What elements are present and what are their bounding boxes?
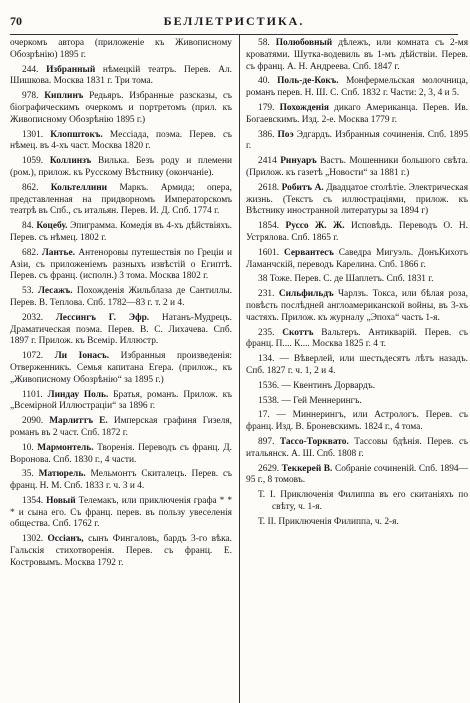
catalog-entry (10, 156, 232, 180)
entry-text: Вальтеръ. Антикварій. Перев. съ франц. П.... К.... Москва 1825 г. 4 т. (246, 327, 469, 350)
entry-number: 1601. (258, 247, 280, 258)
catalog-entry (10, 286, 232, 310)
entry-author: Новый (46, 495, 76, 506)
catalog-entry (10, 130, 232, 154)
entry-number: 244. (22, 64, 39, 75)
catalog-entry (10, 183, 232, 218)
entry-text: Имперская графиня Гизеля, романъ въ 2 част. Спб. 1872 г. (10, 416, 233, 438)
catalog-entry (10, 416, 232, 440)
entry-number: 2629. (258, 463, 280, 474)
entry-text: сынъ Фингаловъ, бардъ 3-го вѣка. Гальскія стихотворенія. Перев. съ франц. Е. Костровымъ. Москва 1792 г. (10, 534, 232, 568)
entry-text: Мессіада, поэма. Перев. съ нѣмец. въ 4-хъ част. Москва 1820 г. (10, 129, 232, 152)
entry-author: Теккерей В. (281, 463, 333, 474)
entry-author: Кольтеллини (50, 182, 108, 193)
entry-author: Киплинъ (44, 91, 84, 102)
entry-number: 1536. (258, 380, 280, 391)
entry-text: дѣлежъ, или комната съ 2-мя кроватями. Шутка-водевиль въ 1-мъ дѣйствіи. Перев. съ франц. А. Н. Андреева. Спб. 1847 г. (246, 38, 469, 72)
catalog-entry (246, 248, 468, 272)
left-column (10, 38, 232, 573)
running-head: БЕЛЛЕТРИСТИКА. (163, 14, 305, 28)
entry-text: Мельмонтъ Скиталецъ. Перев. съ франц. Н. М. Спб. 1833 г. ч. 3 и 4. (10, 469, 233, 492)
entry-author: Ли Іонасъ. (54, 351, 110, 362)
page-number: 70 (10, 14, 22, 28)
entry-text: Антеноровы путешествія по Греціи и Азіи, съ приложеніемъ разныхъ извѣстій о Египтѣ. Перев. съ франц. (исполн.) 3 тома. Москва 1802 г. (10, 247, 233, 282)
entry-author: Сервантесъ (283, 247, 334, 258)
entry-number: 682. (22, 247, 39, 258)
entry-number: 1059. (22, 156, 44, 167)
entry-text: Вилька. Безъ роду и племени (ром.), прилож. къ Русскому Вѣстнику (окончаніе). (10, 156, 232, 178)
entry-number: 1301. (22, 129, 44, 140)
catalog-entry (246, 289, 468, 324)
entry-text: Тассовы бдѣнія. Перев. съ итальянск. А. Ш. Спб. 1808 г. (246, 436, 469, 459)
page-header (10, 14, 458, 35)
entry-author: Мармонтель. (37, 442, 94, 453)
entry-number: 386. (258, 129, 275, 140)
entry-number: 897. (258, 436, 275, 447)
entry-author: Марлиттъ Е. (49, 416, 108, 427)
entry-text: Саведра Мигуэль. ДонъКихотъ Ламанчскій, переводъ Карелина. Спб. 1866 г. (246, 247, 468, 270)
catalog-entry (246, 38, 468, 73)
entry-text: Эдгардъ. Избранныя сочиненія. Спб. 1895 г. (246, 129, 469, 152)
entry-author: Лессингъ Г. Эфр. (55, 312, 150, 323)
entry-number: 862. (22, 182, 39, 193)
entry-number: 2090. (22, 416, 44, 427)
catalog-entry (246, 410, 468, 434)
entry-number: 1354. (22, 495, 44, 506)
entry-number: 231. (258, 289, 275, 300)
catalog-subentry (246, 490, 468, 514)
catalog-entry (246, 103, 468, 127)
entry-text: Натанъ-Мудрецъ. Драматическая поэма. Перев. В. С. Лихачева. Спб. 1897 г. Прилож. къ Всемір. Иллюстр. (10, 312, 232, 347)
catalog-entry (246, 183, 468, 218)
catalog-entry (246, 221, 468, 245)
entry-number: 40. (258, 76, 270, 87)
column-divider (239, 35, 240, 703)
entry-text: — Миннерингъ, или Астрологъ. Перев. съ франц. Изд. В. Броневскимъ. 1824 г., 4 тома. (246, 410, 468, 433)
entry-author: Матюрель. (38, 469, 86, 480)
catalog-entry (10, 496, 232, 531)
entry-text: очеркомъ автора (приложеніе къ Живописному Обозрѣнію) 1895 г. (10, 38, 232, 60)
catalog-entry (10, 65, 232, 89)
entry-text: Исповѣдь. Переводъ О. Н. Устрялова. Спб. 1865 г. (246, 221, 469, 243)
entry-author: Ринуаръ (280, 156, 317, 167)
entry-text: Монфермельская молочница, романъ перев. Н. Ш. С. Спб. 1832 г. Части: 2, 3, 4 и 5. (246, 76, 469, 99)
entry-author: Полюбовный (275, 38, 333, 48)
catalog-entry (10, 313, 232, 348)
catalog-entry (246, 274, 468, 286)
entry-author: Линдау Поль. (47, 389, 109, 400)
entry-text: Собраніе сочиненій. Спб. 1894—95 г., 8 томовъ. (246, 463, 468, 486)
entry-number: 1538. (258, 395, 280, 406)
entry-text: Избранныя произведенія: Отверженникъ. Семья капитана Егера. (прилож., къ „Живописному Обозрѣнію“ за 1895 г.) (10, 351, 232, 385)
entry-author: Похожденія (279, 102, 329, 113)
entry-number: 35. (22, 469, 34, 480)
entry-number: 2032. (22, 312, 44, 323)
entry-text: Тоже. Перев. С. де Шаплетъ. Спб. 1831 г. (269, 274, 434, 285)
entry-text: Эпиграмма. Комедія въ 4-хъ дѣйствіяхъ. Перев. съ нѣмец. 1802 г. (10, 221, 233, 243)
entry-text: Похожденія Жильблаза де Сантиллы. Перев. В. Теплова. Спб. 1782—83 г. т. 2 и 4. (10, 286, 233, 308)
entry-number: Т. I. (258, 490, 276, 501)
catalog-entry (10, 443, 232, 467)
catalog-subentry (246, 517, 468, 529)
entry-text: Чарлзъ. Токса, или бѣлая роза, повѣсть послѣдней англоамериканской войны, въ 3-хъ частяхъ. Прилож. къ журналу „Эпоха“ часть 1-я. (246, 289, 468, 323)
entry-author: Робитъ А. (281, 182, 324, 193)
entry-number: 1101. (22, 389, 43, 400)
catalog-entry (10, 534, 232, 569)
catalog-entry (246, 156, 468, 180)
entry-number: 179. (258, 102, 275, 113)
entry-author: Тассо-Торквато. (279, 436, 349, 447)
entry-number: 1072. (22, 351, 44, 362)
entry-text: Приключенія Филиппа, ч. 2-я. (278, 516, 399, 527)
catalog-entry (246, 354, 468, 378)
entry-number: 10. (22, 442, 34, 453)
catalog-entry (10, 221, 232, 245)
catalog-entry (10, 469, 232, 493)
entry-author: Избранный (46, 64, 96, 75)
entry-number: 17. (258, 410, 270, 421)
catalog-entry (10, 248, 232, 283)
catalog-entry (10, 390, 232, 414)
entry-number: 1854. (258, 221, 280, 232)
entry-author: Лесажъ. (37, 286, 73, 297)
entry-author: Поэ (277, 129, 294, 140)
entry-text: Маркъ. Армида; опера, представленная на придворномъ Императорскомъ театрѣ въ Спб., съ итальян. Перев. И. Д. Спб. 1774 г. (10, 182, 233, 217)
catalog-entry (246, 396, 468, 408)
entry-text: — Гей Меннерингъ. (281, 395, 362, 406)
entry-number: 978. (22, 91, 39, 102)
entry-number: 134. (258, 354, 275, 365)
catalog-entry (246, 130, 468, 154)
entry-text: Вастъ. Мошенники большого свѣта. (Прилож. къ газетѣ „Новости“ за 1881 г.) (246, 156, 469, 178)
right-column (246, 38, 468, 531)
entry-number: 235. (258, 327, 275, 338)
catalog-entry (10, 91, 232, 126)
catalog-entry (246, 381, 468, 393)
entry-text: Редьяръ. Избранные разсказы, съ біографическимъ очеркомъ и портретомъ (прил. къ Живописному Обозрѣнію 1895 г.) (10, 91, 233, 125)
entry-number: 2618. (258, 182, 280, 193)
entry-text: — Квентинъ Дорвардъ. (281, 380, 376, 391)
entry-number: 1302. (22, 534, 44, 545)
entry-author: Руссо Ж. Ж. (285, 221, 345, 232)
entry-author: Оссіанъ, (47, 534, 84, 545)
catalog-entry (10, 351, 232, 386)
entry-number: 84. (22, 221, 34, 232)
entry-text: Приключенія Филиппа въ его скитаніяхъ по свѣту, ч. 1-я. (272, 490, 469, 512)
entry-author: Сильфильдъ (278, 289, 334, 300)
entry-author: Клопштокъ. (50, 129, 103, 140)
catalog-entry (10, 38, 232, 62)
entry-number: Т. II. (258, 516, 277, 527)
catalog-entry (246, 328, 468, 352)
entry-text: — Вѣверлей, или шестьдесятъ лѣтъ назадъ. Спб. 1827 г. ч. 1, 2 и 4. (246, 354, 468, 376)
entry-author: Поль-де-Кокъ. (277, 76, 339, 87)
entry-text: нѣмецкій театръ. Перев. Ал. Шишкова. Москва 1831 г. Три тома. (10, 64, 232, 87)
entry-text: Телемакъ, или приключенія графа * * * и сына его. Съ франц. перев. въ пользу увеселенія общества. Спб. 1762 г. (10, 495, 233, 530)
entry-author: Коцебу. (36, 221, 68, 232)
catalog-entry (246, 76, 468, 100)
entry-text: Братья, романъ. Прилож. къ „Всемірной Иллюстраціи“ за 1896 г. (10, 389, 233, 412)
entry-number: 38 (258, 274, 268, 285)
entry-number: 53. (22, 286, 34, 297)
entry-text: дикаго Американца. Перев. Ив. Богаевскимъ. Изд. 2-е. Москва 1779 г. (246, 102, 469, 125)
entry-author: Коллинзъ (49, 156, 92, 167)
catalog-entry (246, 437, 468, 461)
catalog-entry (246, 464, 468, 488)
entry-author: Лантье. (41, 247, 75, 258)
entry-text: Двадцатое столѣтіе. Электрическая жизнь. (Текстъ съ иллюстраціями, прилож. къ Вѣстнику иностранной литературы за 1894 г) (246, 182, 469, 217)
entry-text: Творенія. Переводъ съ франц. Д. Воронова. Спб. 1830 г., 4 части. (10, 442, 233, 465)
entry-author: Скоттъ (282, 327, 314, 338)
entry-number: 58. (258, 38, 270, 48)
entry-number: 2414 (258, 156, 277, 167)
